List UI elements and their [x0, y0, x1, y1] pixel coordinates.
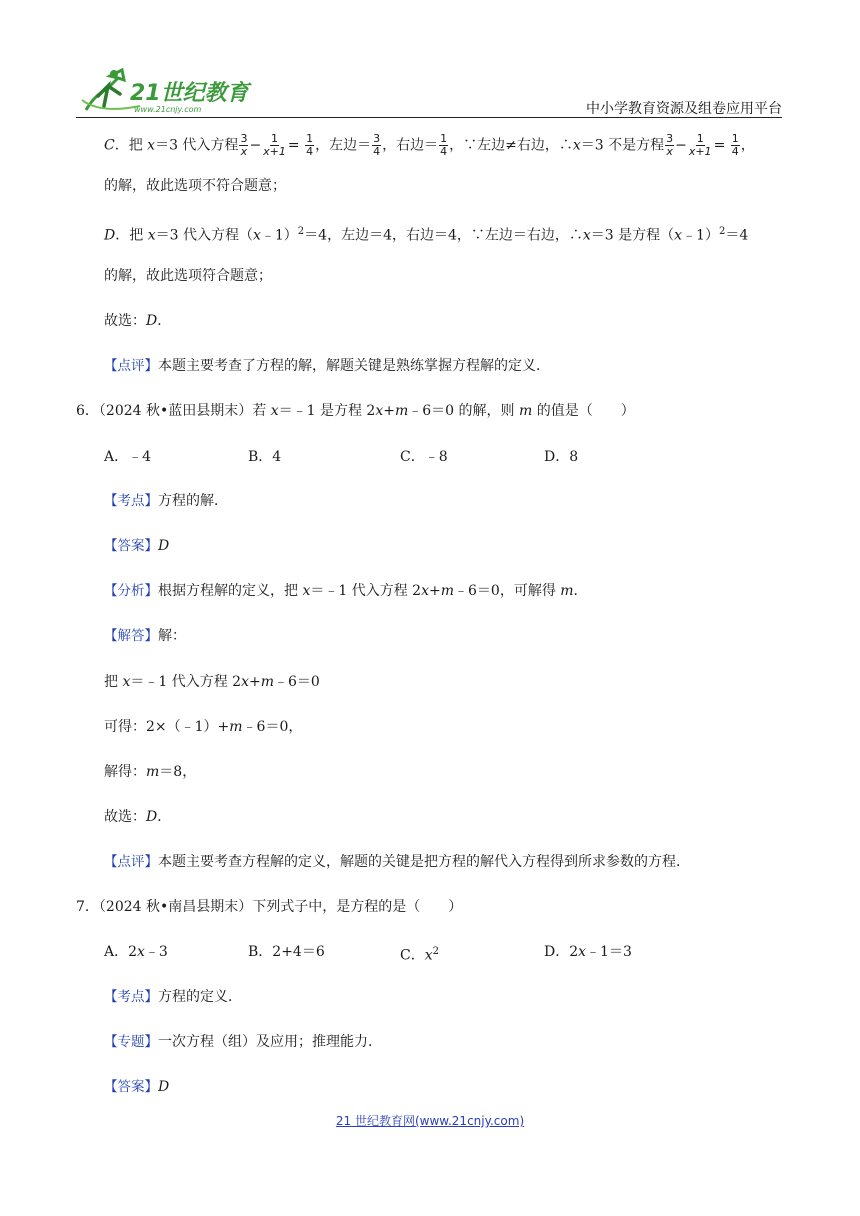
q7-option-a: A．2x﹣3 [104, 944, 168, 960]
q6-stem: 6．（2024 秋•蓝田县期末）若 x＝﹣1 是方程 2x+m﹣6＝0 的解，则 m 的值是（ ） [76, 403, 635, 419]
q5-selection: 故选：D． [104, 313, 172, 329]
footer-text[interactable]: 21 世纪教育网(www.21cnjy.com) [335, 1114, 525, 1128]
q7-kaodian [104, 987, 242, 1007]
q6-option-c: C．﹣8 [400, 449, 448, 465]
q6-selection: 故选：D． [104, 809, 172, 825]
option-c-explanation: C．把 x＝3 代入方程 $\frac{3}{x}$ − $\frac{1}{x+1}$ = $\frac{1}{4}$ ，左边＝ $\frac{3}{4}$ ，右边＝ $\frac{1}{4}$ ，∵左边≠右边，∴x＝3 不是方程 $\frac{3}{x}$ − $\frac{1}{x+1}$ = $\frac{1}{4}$ ， [104, 132, 755, 158]
q6-answer [104, 536, 169, 556]
option-d-conclusion: 的解，故此选项符合题意； [104, 268, 272, 284]
kaodian-tag: 【考点】 [104, 989, 158, 1005]
q6-step1: 把 x＝﹣1 代入方程 2x+m﹣6＝0 [104, 674, 320, 690]
q6-kaodian [104, 491, 228, 511]
dianping-text: 本题主要考查方程解的定义，解题的关键是把方程的解代入方程得到所求参数的方程． [158, 854, 690, 870]
q6-fenxi: 【分析】根据方程解的定义，把 x＝﹣1 代入方程 2x+m﹣6＝0，可解得 m． [104, 583, 588, 599]
q6-comment [104, 852, 690, 872]
platform-title: 中小学教育资源及组卷应用平台 [586, 101, 782, 117]
q6-option-b: B．4 [248, 449, 282, 465]
kaodian-text: 方程的定义． [158, 989, 242, 1005]
q5-comment [104, 356, 550, 376]
answer-text: D [158, 538, 170, 554]
answer-text: D [158, 1079, 170, 1095]
q7-option-d: D．2x﹣1＝3 [544, 944, 632, 960]
option-c-conclusion: 的解，故此选项不符合题意； [104, 178, 286, 194]
kaodian-tag: 【考点】 [104, 493, 158, 509]
dianping-tag: 【点评】 [104, 854, 158, 870]
q6-option-a: A．﹣4 [104, 449, 152, 465]
q6-option-d: D．8 [544, 449, 579, 465]
svg-text:www.21cnjy.com: www.21cnjy.com [134, 105, 202, 114]
q7-zhuanti [104, 1032, 382, 1052]
page-header [76, 66, 782, 122]
footer-link[interactable] [0, 1112, 860, 1129]
jieda-text: 解： [158, 628, 186, 644]
svg-text:21世纪教育: 21世纪教育 [130, 81, 249, 106]
option-d-explanation: D．把 x＝3 代入方程（x﹣1）$^2$＝4，左边＝4，右边＝4，∵左边＝右边，∴x＝3 是方程（x﹣1）$^2$＝4 [104, 226, 749, 244]
q6-step2: 可得：2×（﹣1）+m﹣6＝0， [104, 719, 303, 735]
comment-text: 本题主要考查了方程的解，解题关键是熟练掌握方程解的定义． [158, 358, 550, 374]
kaodian-text: 方程的解． [158, 493, 228, 509]
logo-icon [80, 66, 252, 116]
zhuanti-text: 一次方程（组）及应用；推理能力． [158, 1034, 382, 1050]
q7-stem: 7．（2024 秋•南昌县期末）下列式子中，是方程的是（ ） [76, 899, 463, 915]
jieda-tag: 【解答】 [104, 628, 158, 644]
header-divider [76, 117, 782, 118]
answer-tag: 【答案】 [104, 1079, 158, 1095]
zhuanti-tag: 【专题】 [104, 1034, 158, 1050]
fenxi-tag: 【分析】 [104, 583, 158, 599]
q6-step3: 解得：m＝8， [104, 764, 197, 780]
answer-tag: 【答案】 [104, 538, 158, 554]
comment-tag: 【点评】 [104, 358, 158, 374]
q6-jieda [104, 626, 186, 646]
q7-option-b: B．2+4＝6 [248, 944, 325, 960]
q7-option-c: C．$x^2$ [400, 946, 439, 964]
q7-answer [104, 1077, 169, 1097]
